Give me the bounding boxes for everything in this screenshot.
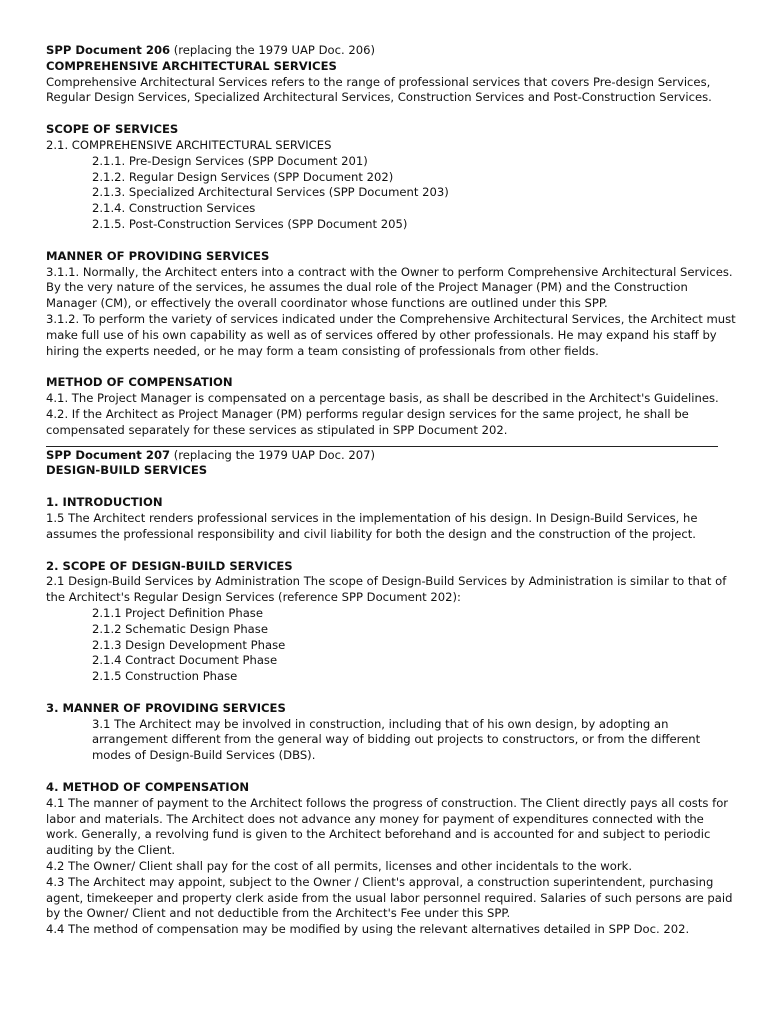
doc206-method-p1: 4.1. The Project Manager is compensated on a percentage basis, as shall be described in the Architect's Guidelines. <box>46 391 719 406</box>
doc206-scope-sub: 2.1. COMPREHENSIVE ARCHITECTURAL SERVICES <box>46 137 332 152</box>
doc207-title: DESIGN-BUILD SERVICES <box>46 463 208 478</box>
phase-item: 2.1.2 Schematic Design Phase <box>92 621 268 636</box>
doc206-replacing: (replacing the 1979 UAP Doc. 206) <box>170 43 376 57</box>
doc207-replacing: (replacing the 1979 UAP Doc. 207) <box>170 447 376 462</box>
doc206-method-p2: 4.2. If the Architect as Project Manager (PM) performs regular design services for the same project, he shall be compensated separately for these services as stipulated in SPP Document 202. <box>46 406 689 437</box>
document-page <box>46 43 736 938</box>
doc207-manner-heading: 3. MANNER OF PROVIDING SERVICES <box>46 700 286 715</box>
scope-item: 2.1.3. Specialized Architectural Services (SPP Document 203) <box>92 185 449 200</box>
section-divider <box>46 446 718 447</box>
scope-item: 2.1.5. Post-Construction Services (SPP Document 205) <box>92 216 408 231</box>
phase-item: 2.1.4 Contract Document Phase <box>92 653 278 668</box>
doc207-intro-p: 1.5 The Architect renders professional services in the implementation of his design. In Design-Build Services, he assumes the professional responsibility and civil liability for both the design and the construction of the project. <box>46 510 698 541</box>
doc206-label: SPP Document 206 <box>46 43 171 57</box>
doc207-method-heading: 4. METHOD OF COMPENSATION <box>46 780 250 795</box>
doc207-scope-heading: 2. SCOPE OF DESIGN-BUILD SERVICES <box>46 558 293 573</box>
doc207-scope-p: 2.1 Design-Build Services by Administration The scope of Design-Build Services by Administration is similar to that of the Architect's Regular Design Services (reference SPP Document 202): <box>46 574 727 605</box>
doc206-title: COMPREHENSIVE ARCHITECTURAL SERVICES <box>46 58 337 73</box>
doc207-method-p1: 4.1 The manner of payment to the Architect follows the progress of construction. The Client directly pays all costs for labor and materials. The Architect does not advance any money for payment of expenditures connected with the work. Generally, a revolving fund is given to the Architect beforehand and is accounted for and subject to periodic auditing by the Client. <box>46 795 729 858</box>
phase-item: 2.1.3 Design Development Phase <box>92 637 286 652</box>
doc207-method-p4: 4.4 The method of compensation may be modified by using the relevant alternatives detailed in SPP Doc. 202. <box>46 922 690 937</box>
doc206-header <box>46 43 736 59</box>
doc207-header <box>46 448 736 464</box>
scope-item: 2.1.4. Construction Services <box>92 201 256 216</box>
scope-item: 2.1.1. Pre-Design Services (SPP Document 201) <box>92 153 368 168</box>
doc207-manner-p: 3.1 The Architect may be involved in construction, including that of his own design, by adopting an arrangement different from the general way of bidding out projects to constructors, or from the different modes of Design-Build Services (DBS). <box>92 716 701 763</box>
scope-item: 2.1.2. Regular Design Services (SPP Document 202) <box>92 169 394 184</box>
doc206-method-heading: METHOD OF COMPENSATION <box>46 375 233 390</box>
doc206-manner-p2: 3.1.2. To perform the variety of services indicated under the Comprehensive Architectural Services, the Architect must make full use of his own capability as well as of services offered by other professionals. He may expand his staff by hiring the experts needed, or he may form a team consisting of professionals from other fields. <box>46 311 736 358</box>
phase-item: 2.1.1 Project Definition Phase <box>92 605 263 620</box>
doc207-method-p2: 4.2 The Owner/ Client shall pay for the cost of all permits, licenses and other incidentals to the work. <box>46 859 633 874</box>
doc206-scope-heading: SCOPE OF SERVICES <box>46 122 179 137</box>
doc206-intro: Comprehensive Architectural Services refers to the range of professional services that covers Pre-design Services, Regular Design Services, Specialized Architectural Services, Construction Services and Post-Construction Services. <box>46 74 712 105</box>
doc207-intro-heading: 1. INTRODUCTION <box>46 495 163 510</box>
doc206-manner-p1: 3.1.1. Normally, the Architect enters into a contract with the Owner to perform Comprehensive Architectural Services. By the very nature of the services, he assumes the dual role of the Project Manager (PM) and the Construction Manager (CM), or effectively the overall coordinator whose functions are outlined under this SPP. <box>46 264 733 311</box>
phase-item: 2.1.5 Construction Phase <box>92 669 238 684</box>
doc206-manner-heading: MANNER OF PROVIDING SERVICES <box>46 248 270 263</box>
doc207-label: SPP Document 207 <box>46 447 171 462</box>
doc207-method-p3: 4.3 The Architect may appoint, subject to the Owner / Client's approval, a construction superintendent, purchasing agent, timekeeper and property clerk aside from the usual labor personnel required. Salaries of such persons are paid by the Owner/ Client and not deductible from the Architect's Fee under this SPP. <box>46 874 733 921</box>
